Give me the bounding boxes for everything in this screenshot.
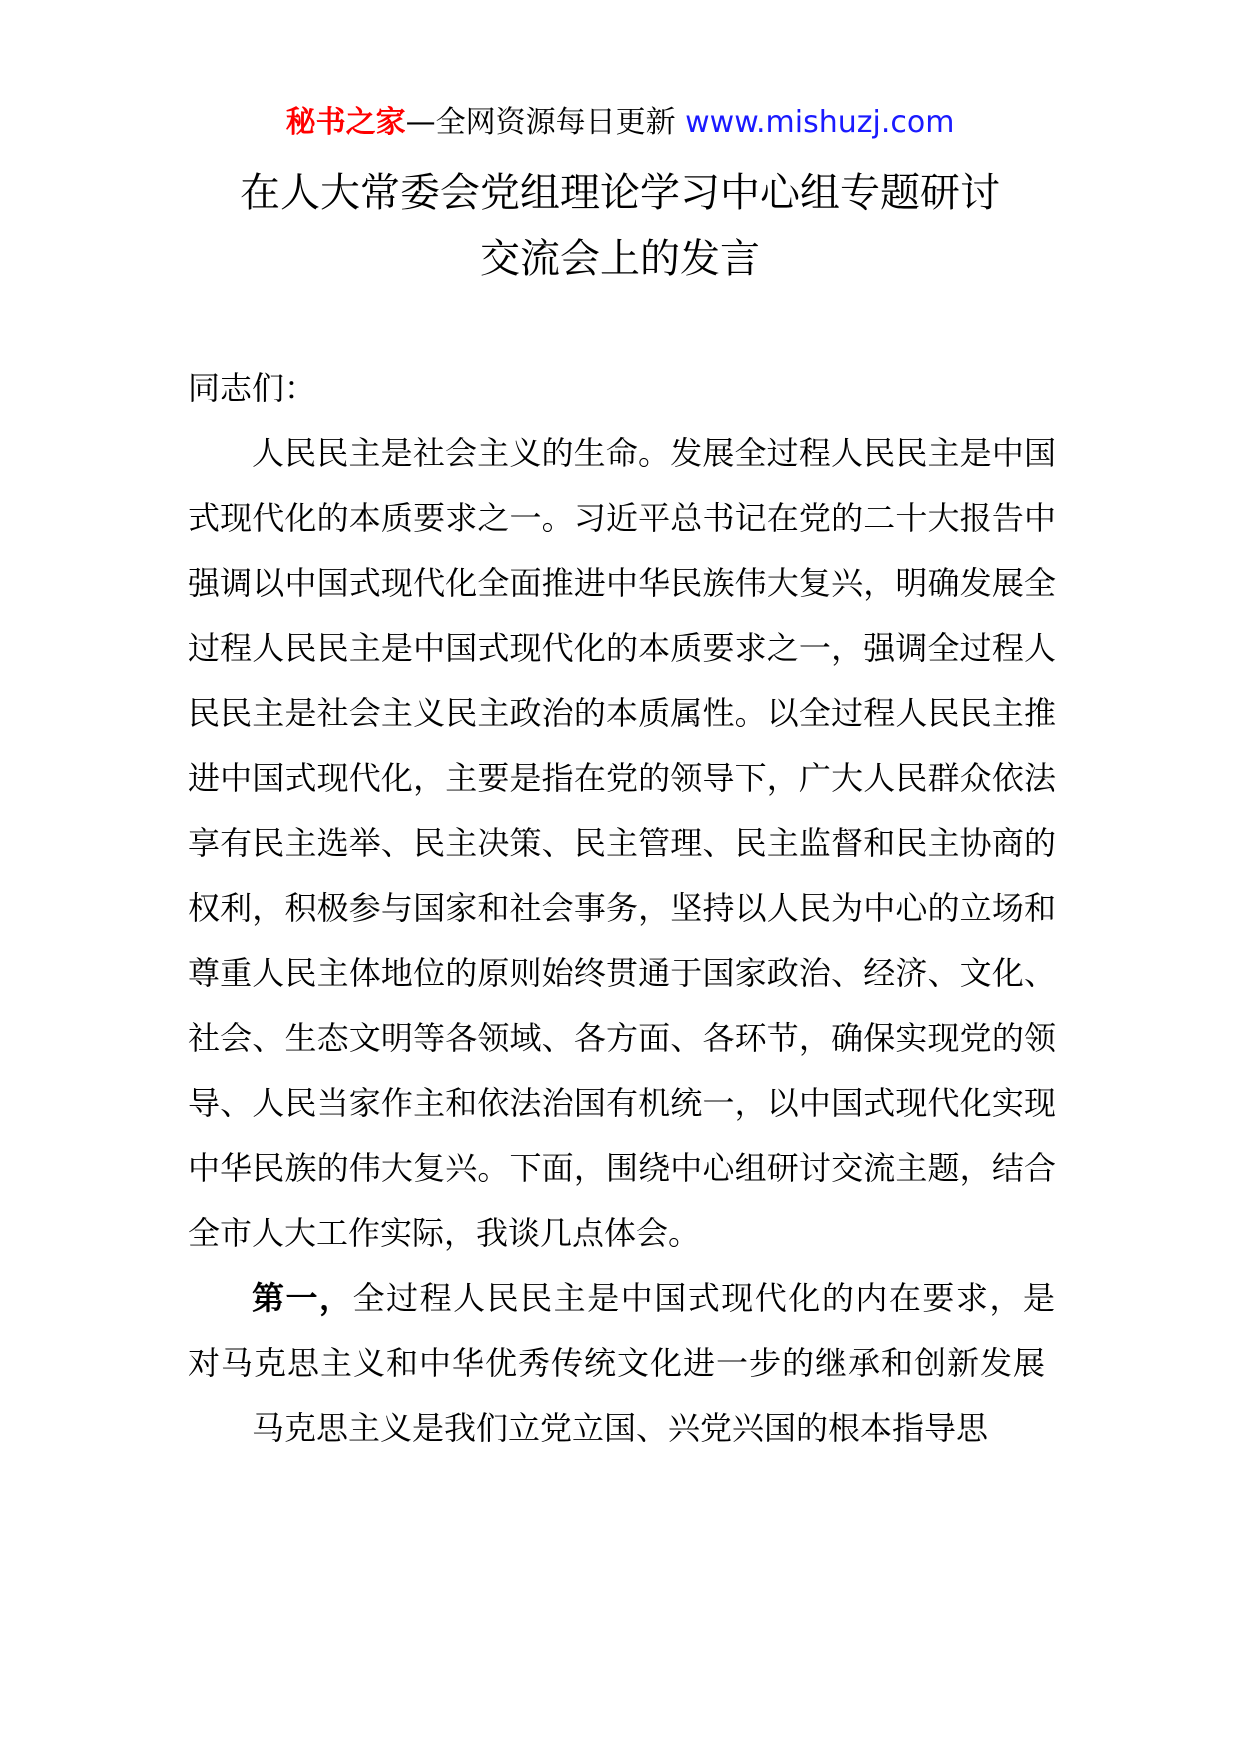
site-brand: 秘书之家 xyxy=(285,105,406,140)
document-title xyxy=(0,160,1240,292)
salutation: 同志们： xyxy=(188,369,317,407)
section-heading-1-lead: 第一， xyxy=(252,1279,353,1317)
site-url-link[interactable]: www.mishuzj.com xyxy=(685,105,955,140)
site-slogan: —全网资源每日更新 xyxy=(405,105,676,140)
title-line-1: 在人大常委会党组理论学习中心组专题研讨 xyxy=(240,170,1000,216)
paragraph-section-1: 马克思主义是我们立党立国、兴党兴国的根本指导思 xyxy=(252,1409,989,1447)
section-heading-1-text: 全过程人民民主是中国式现代化的内在要求，是对马克思主义和中华优秀传统文化进一步的继承和创新发展 xyxy=(188,1279,1056,1382)
paragraph-intro: 人民民主是社会主义的生命。发展全过程人民民主是中国式现代化的本质要求之一。习近平总书记在党的二十大报告中强调以中国式现代化全面推进中华民族伟大复兴，明确发展全过程人民民主是中国式现代化的本质要求之一，强调全过程人民民主是社会主义民主政治的本质属性。以全过程人民民主推进中国式现代化，主要是指在党的领导下，广大人民群众依法享有民主选举、民主决策、民主管理、民主监督和民主协商的权利，积极参与国家和社会事务，坚持以人民为中心的立场和尊重人民主体地位的原则始终贯通于国家政治、经济、文化、社会、生态文明等各领域、各方面、各环节，确保实现党的领导、人民当家作主和依法治国有机统一，以中国式现代化实现中华民族的伟大复兴。下面，围绕中心组研讨交流主题，结合全市人大工作实际，我谈几点体会。 xyxy=(188,434,1056,1252)
document-body xyxy=(188,356,1056,1461)
section-heading-1 xyxy=(188,1266,1056,1396)
title-line-2: 交流会上的发言 xyxy=(480,236,760,282)
site-header xyxy=(0,100,1240,146)
